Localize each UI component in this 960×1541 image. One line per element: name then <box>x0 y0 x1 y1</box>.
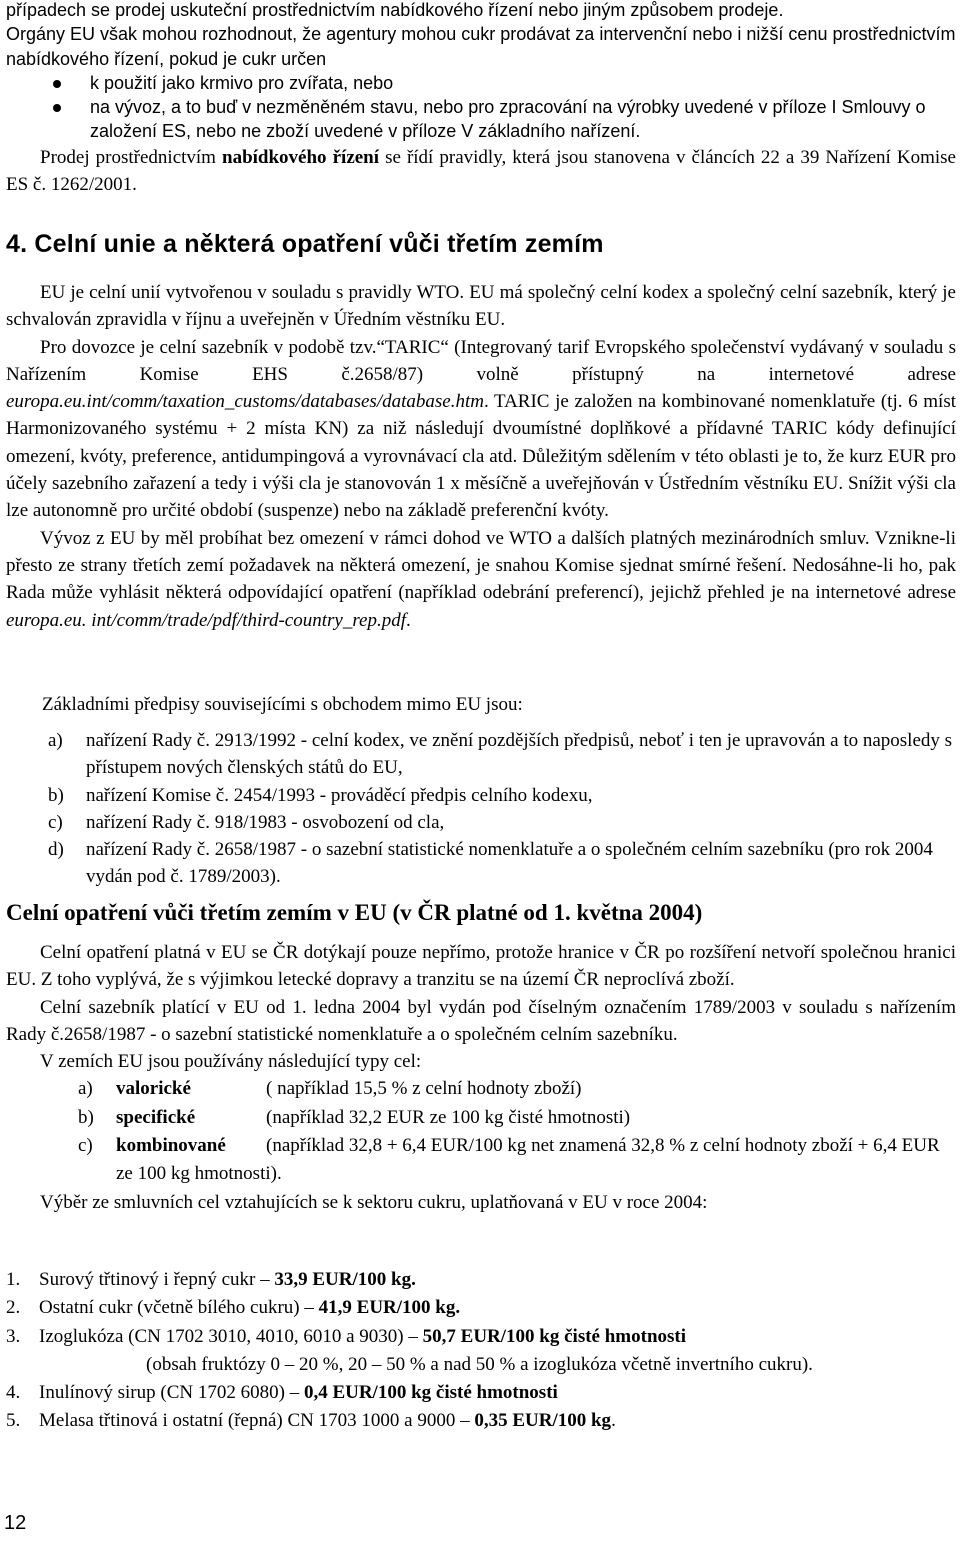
page-number: 12 <box>4 1512 27 1534</box>
paragraph: Prodej prostřednictvím nabídkového řízení se řídí pravidly, která jsou stanovena v článcích 22 a 39 Nařízení Komise ES č. 1262/2001. <box>6 146 956 196</box>
paragraph: EU je celní unií vytvořenou v souladu s pravidly WTO. EU má společný celní kodex a společný celní sazebník, který je schvalován zpravidla v říjnu a uveřejněn v Úředním věstníku EU. <box>6 282 956 331</box>
bullet-icon <box>53 80 61 88</box>
customs-body <box>6 939 956 1216</box>
bullet-item: na vývoz, a to buď v nezměněném stavu, nebo pro zpracování na výrobky uvedené v příloze I Smlouvy o založení ES, nebo ne zboží uvedené v příloze V základního nařízení. <box>6 95 956 144</box>
url-link[interactable]: europa.eu.int/comm/taxation_customs/databases/database.htm <box>6 391 484 413</box>
paragraph: případech se prodej uskuteční prostřednictvím nabídkového řízení nebo jiným způsobem prodeje. <box>6 0 784 20</box>
list-item: a) nařízení Rady č. 2913/1992 - celní kodex, ve znění pozdějších předpisů, neboť i ten je upravován a to naposledy s přístupem nových členských států do EU, <box>48 730 953 779</box>
list-item: b) nařízení Komise č. 2454/1993 - prováděcí předpis celního kodexu, <box>48 784 593 806</box>
legal-list <box>6 727 956 891</box>
list-item: 4. Inulínový sirup (CN 1702 6080) – 0,4 EUR/100 kg čisté hmotnosti <box>6 1382 558 1404</box>
paragraph: Výběr ze smluvních cel vztahujících se k sektoru cukru, uplatňovaná v EU v roce 2004: <box>40 1191 708 1213</box>
paragraph: Celní opatření platná v EU se ČR dotýkají pouze nepřímo, protože hranice v ČR po rozšíření netvoří společnou hranici EU. Z toho vyplývá, že s výjimkou letecké dopravy a tranzitu se na území ČR neproclívá zboží. <box>6 942 956 991</box>
intro-block <box>6 0 956 198</box>
list-item: 2. Ostatní cukr (včetně bílého cukru) – 41,9 EUR/100 kg. <box>6 1297 461 1319</box>
list-item: 1. Surový třtinový i řepný cukr – 33,9 EUR/100 kg. <box>6 1269 416 1290</box>
section-heading-block <box>6 230 956 259</box>
bullet-item: k použití jako krmivo pro zvířata, nebo <box>6 71 956 95</box>
list-item: c) nařízení Rady č. 918/1983 - osvobození od cla, <box>48 811 445 833</box>
url-link[interactable]: europa.eu. int/comm/trade/pdf/third-country_rep.pdf <box>6 609 407 631</box>
paragraph: Celní sazebník platící v EU od 1. ledna 2004 byl vydán pod číselným označením 1789/2003 v souladu s nařízením Rady č.2658/1987 - o sazební statistické nomenklatuře a o společném celním sazebníku. <box>6 996 956 1045</box>
paragraph: V zemích EU jsou používány následující typy cel: <box>40 1051 422 1073</box>
paragraph: Orgány EU však mohou rozhodnout, že agentury mohou cukr prodávat za intervenční nebo i nižší cenu prostřednictvím nabídkového řízení, pokud je cukr určen <box>6 24 956 69</box>
duty-type-item: b) specifické (například 32,2 EUR ze 100 kg čisté hmotnosti) <box>78 1106 631 1128</box>
duty-type-item: a) valorické ( například 15,5 % z celní hodnoty zboží) <box>78 1078 582 1100</box>
bold-term: nabídkového řízení <box>222 146 380 168</box>
paragraph: Pro dovozce je celní sazebník v podobě tzv.“TARIC“ (Integrovaný tarif Evropského společenství vydávaný v souladu s Nařízením Komise EHS č.2658/87) volně přístupný na internetové adrese europa.eu.int/comm/taxation_customs/databases/database.htm. TARIC je založen na kombinované nomenklatuře (tj. 6 míst Harmonizovaného systému + 2 místa KN) za niž následují dvoumístné doplňkové a přídavné TARIC kódy definující omezení, kvóty, preference, antidumpingová a vyrovnávací cla atd. Důležitým sdělením v této oblasti je to, že kurz EUR pro účely sazebního zařazení a tedy i výši cla je stanovován 1 x měsíčně a uveřejňován v Ústředním věstníku EU. Snížit výši cla lze autonomně pro určité období (suspenze) nebo na základě preferenční kvóty. <box>6 336 956 522</box>
list-item-note: (obsah fruktózy 0 – 20 %, 20 – 50 % a nad 50 % a izoglukóza včetně invertního cukru). <box>146 1353 813 1375</box>
legal-heading: Základními předpisy souvisejícími s obchodem mimo EU jsou: <box>42 694 523 715</box>
section-heading: 4. Celní unie a některá opatření vůči třetím zemím <box>6 230 604 258</box>
list-item: 5. Melasa třtinová i ostatní (řepná) CN 1703 1000 a 9000 – 0,35 EUR/100 kg. <box>6 1410 616 1432</box>
list-item: d) nařízení Rady č. 2658/1987 - o sazební statistické nomenklatuře a o společném celním sazebníku (pro rok 2004 vydán pod č. 1789/2003). <box>48 839 933 888</box>
customs-heading: Celní opatření vůči třetím zemím v EU (v ČR platné od 1. května 2004) <box>6 900 703 925</box>
customs-heading-block <box>6 900 956 926</box>
paragraph: Vývoz z EU by měl probíhat bez omezení v rámci dohod ve WTO a dalších platných mezinárodních smluv. Vznikne-li přesto ze strany třetích zemí požadavek na některá omezení, je snahou Komise sjednat smírné řešení. Nedosáhne-li ho, pak Rada může vyhlásit některá odpovídající opatření (například odebrání preferencí), jejichž přehled je na internetové adrese europa.eu. int/comm/trade/pdf/third-country_rep.pdf. <box>6 527 956 631</box>
list-item: 3. Izoglukóza (CN 1702 3010, 4010, 6010 a 9030) – 50,7 EUR/100 kg čisté hmotnosti <box>6 1325 687 1347</box>
duty-type-item: c) kombinované (například 32,8 + 6,4 EUR/100 kg net znamená 32,8 % z celní hodnoty zboží + 6,4 EUR ze 100 kg hmotnosti). <box>78 1135 940 1185</box>
bullet-icon <box>53 104 61 112</box>
section-body <box>6 279 956 634</box>
sugar-rates-list <box>6 1266 956 1436</box>
